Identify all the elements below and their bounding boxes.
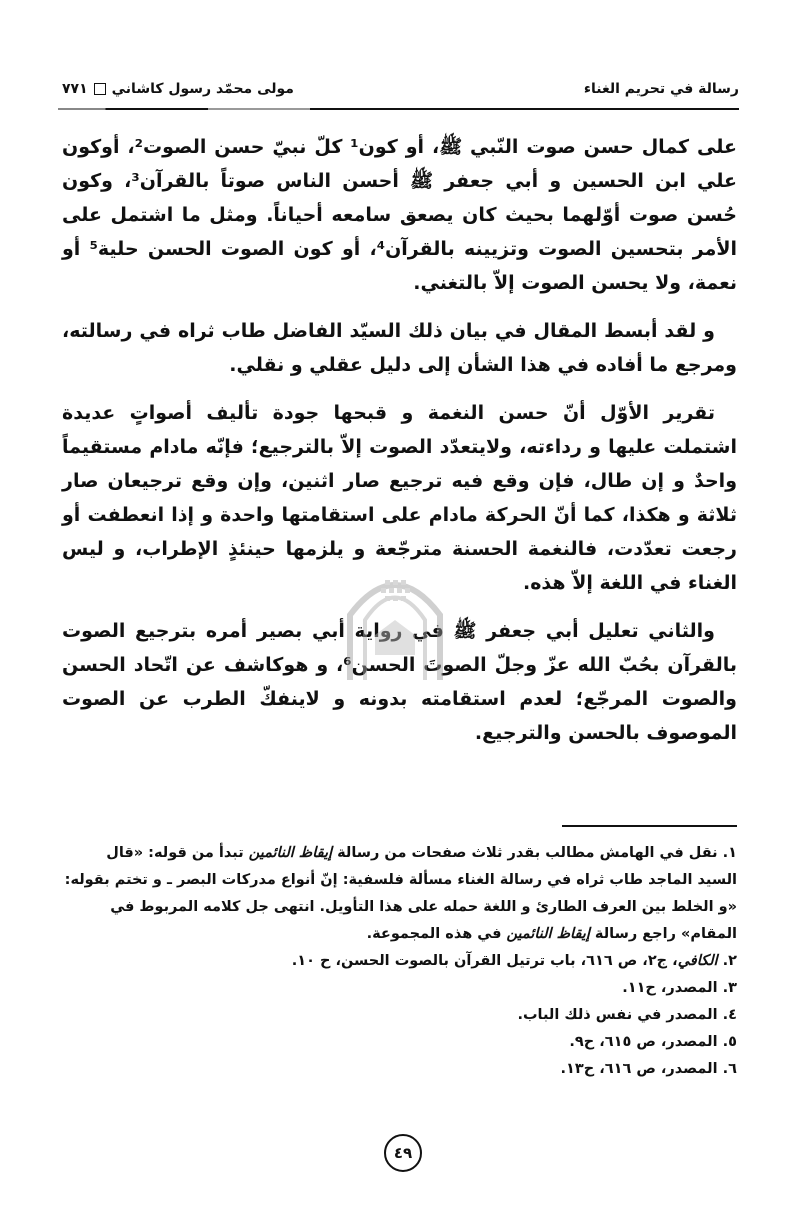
footnote-4: ٤. المصدر في نفس ذلك الباب. — [517, 1007, 737, 1023]
author-and-page-ref — [62, 81, 294, 97]
running-header — [62, 78, 739, 100]
footnote-number: ٦ — [728, 1061, 737, 1077]
footnote-number: ١ — [728, 845, 737, 861]
author-name: مولى محمّد رسول كاشاني — [111, 81, 294, 97]
footnote-divider — [562, 825, 737, 827]
paragraph: على كمال حسن صوت النّبي ﷺ، أو كون¹ كلّ نبيّ حسن الصوت²، أوكون علي ابن الحسين و أبي جعفر ﷺ أحسن الناس صوتاً بالقرآن³، وكون حُسن صوت أوّلهما بحيث كان يصعق سامعه أحياناً. ومثل ما اشتمل على الأمر بتحسين الصوت وتزيينه بالقرآن⁴، أو كون الصوت الحسن حلية⁵ أو نعمة، ولا يحسن الصوت إلاّ بالتغني. — [62, 136, 738, 294]
book-title-italic: إيقاظ النائمين — [506, 926, 590, 942]
footnote-5: ٥. المصدر، ص ٦١٥، ح٩. — [569, 1034, 737, 1050]
footnote-6: ٦. المصدر، ص ٦١٦، ح١٣. — [560, 1061, 737, 1077]
book-title-italic: إيقاظ النائمين — [248, 845, 333, 861]
page-number: ٤٩ — [384, 1134, 422, 1172]
book-title-italic: الكافي — [677, 953, 718, 969]
paragraph: تقرير الأوّل أنّ حسن النغمة و قبحها جودة تأليف أصواتٍ عديدة اشتملت عليها و رداءته، ولايتعدّد الصوت إلاّ بالترجيع؛ فإنّه مادام مستقيماً واحدٌ و إن طال، فإن وقع فيه ترجيع صار اثنين، وإن وقع ترجيعان صار ثلاثة و هكذا، كما أنّ الحركة مادام على استقامتها واحدة و إذا انعطفت أو رجعت تعدّدت، فالنغمة الحسنة مترجّعة و يلزمها حينئذٍ الإطراب، و ليس الغناء في اللغة إلاّ هذه. — [62, 402, 737, 594]
header-divider — [58, 108, 739, 110]
footnotes — [62, 840, 737, 1083]
footnote-number: ٢ — [728, 953, 737, 969]
book-title: رسالة في تحريم الغناء — [583, 81, 739, 97]
footnote-number: ٣ — [728, 980, 737, 996]
square-separator-icon — [94, 83, 106, 95]
paragraph: و لقد أبسط المقال في بيان ذلك السيّد الفاضل طاب ثراه في رسالته، ومرجع ما أفاده في هذا الشأن إلى دليل عقلي و نقلي. — [62, 320, 737, 376]
footnote-3: ٣. المصدر، ح١١. — [622, 980, 737, 996]
footnote-2: ٢. الكافي، ج٢، ص ٦١٦، باب ترتيل القرآن بالصوت الحسن، ح ١٠. — [291, 953, 737, 969]
paragraph: والثاني تعليل أبي جعفر ﷺ في رواية أبي بصير أمره بترجيع الصوت بالقرآن بحُبّ الله عزّ وجلّ الصوتَ الحسن⁶، و هوكاشف عن اتّحاد الحسن والصوت المرجّع؛ لعدم استقامته بدونه و لاينفكّ الطرب عن الصوت الموصوف بالحسن والترجيع. — [62, 620, 737, 744]
footnote-number: ٤ — [728, 1007, 737, 1023]
main-text — [62, 130, 737, 764]
collection-page-number: ٧٧١ — [62, 81, 88, 97]
footnote-1: ١. نقل في الهامش مطالب بقدر ثلاث صفحات من رسالة إيقاظ النائمين تبدأ من قوله: «قال السيد الماجد طاب ثراه في رسالة الغناء مسألة فلسفية: إنّ أنواع مدركات البصر ـ و تختم بقوله: «و الخلط بين العرف الطارئ و اللغة حمله على هذا التأويل. انتهى جل كلامه المربوط في المقام» راجع رسالة إيقاظ النائمين في هذه المجموعة. — [64, 845, 737, 942]
footnote-number: ٥ — [728, 1034, 737, 1050]
